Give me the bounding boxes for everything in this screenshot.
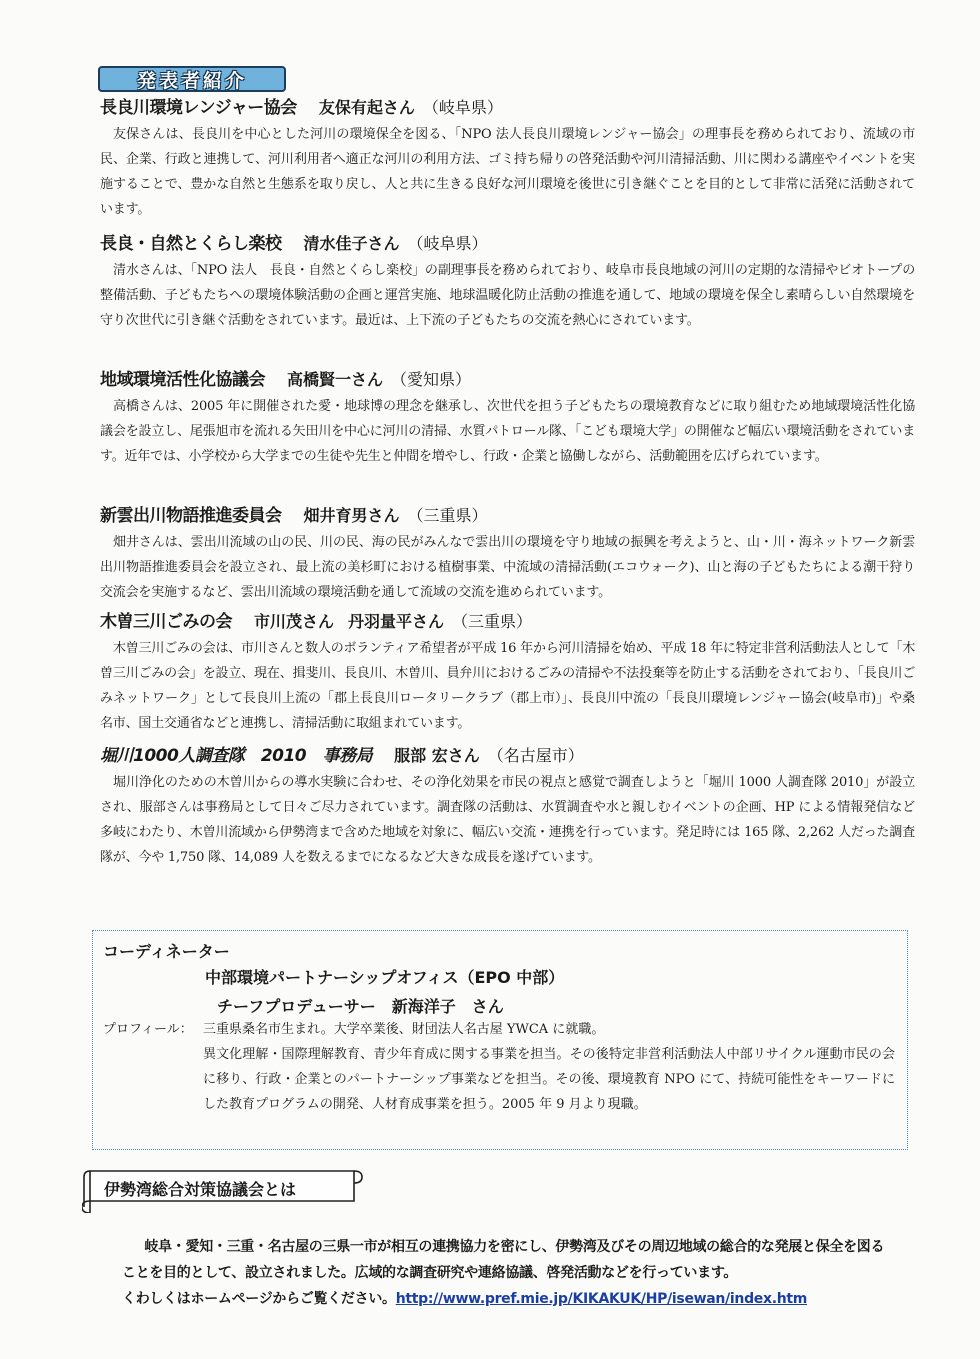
presenter-title	[100, 742, 915, 770]
coordinator-org: 中部環境パートナーシップオフィス（EPO 中部）	[205, 968, 565, 987]
presenter-entry	[100, 230, 915, 333]
presenter-prefecture: （三重県）	[407, 506, 488, 525]
presenter-org: 堀川1000人調査隊 2010 事務局	[100, 746, 373, 766]
presenter-prefecture: （岐阜県）	[407, 234, 488, 253]
presenter-description: 友保さんは、長良川を中心とした河川の環境保全を図る、「NPO 法人長良川環境レンジャー協会」の理事長を務められており、流域の市民、企業、行政と連携して、河川利用者へ適正な河川の利用方法、ゴミ持ち帰りの啓発活動や河川清掃活動、川に関わる講座やイベントを実施することで、豊かな自然と生態系を取り戻し、人と共に生きる良好な河川環境を後世に引き継ぐことを目的として非常に活発に活動されています。	[100, 127, 915, 217]
presenter-name: 丹羽量平さん	[348, 612, 445, 631]
presenter-name: 友保有起さん	[318, 98, 415, 117]
profile-label: プロフィール：	[103, 1022, 193, 1037]
section-heading-badge: 発表者紹介	[98, 66, 286, 92]
presenter-entry	[100, 608, 915, 736]
coordinator-name: 新海洋子 さん	[391, 997, 504, 1016]
about-text: 岐阜・愛知・三重・名古屋の三県一市が相互の連携協力を密にし、伊勢湾及びその周辺地域の総合的な発展と保全を図ることを目的として、設立されました。広域的な調査研究や連絡協議、啓発活動などを行っています。	[122, 1239, 885, 1281]
coordinator-box	[92, 930, 908, 1150]
profile-line: 異文化理解・国際理解教育、青少年育成に関する事業を担当。その後特定非営利活動法人中部リサイクル運動市民の会に移り、行政・企業とのパートナーシップ事業などを担当。その後、環境教育 NPO にて、持続可能性をキーワードにした教育プログラムの開発、人材育成事業を担う。2005 年 9 月より現職。	[203, 1047, 895, 1112]
presenter-prefecture: （愛知県）	[391, 370, 472, 389]
coordinator-role: チーフプロデューサー	[217, 997, 376, 1016]
presenter-org: 地域環境活性化協議会	[100, 370, 265, 390]
presenter-prefecture: （岐阜県）	[422, 98, 503, 117]
presenter-entry	[100, 742, 915, 870]
presenter-description: 畑井さんは、雲出川流域の山の民、川の民、海の民がみんなで雲出川の環境を守り地域の振興を考えようと、山・川・海ネットワーク新雲出川物語推進委員会を設立され、最上流の美杉町における植樹事業、中流域の清掃活動(エコウォーク)、山と海の子どもたちによる潮干狩り交流会を実施するなど、雲出川流域の環境活動を通して流域の交流を進められています。	[100, 535, 915, 600]
about-link-prompt: くわしくはホームページからご覧ください。	[122, 1291, 396, 1307]
coordinator-name-line	[217, 994, 504, 1017]
presenter-name: 市川茂さん	[254, 612, 335, 631]
about-title: 伊勢湾総合対策協議会とは	[104, 1180, 297, 1199]
presenter-org: 長良川環境レンジャー協会	[100, 98, 297, 118]
presenter-description: 高橋さんは、2005 年に開催された愛・地球博の理念を継承し、次世代を担う子どもたちの環境教育などに取り組むため地域環境活性化協議会を設立し、尾張旭市を流れる矢田川を中心に河川の清掃、水質パトロール隊、「こども環境大学」の開催など幅広い環境活動をされています。近年では、小学校から大学までの生徒や先生と仲間を増やし、行政・企業と協働しながら、活動範囲を広げられています。	[100, 399, 915, 464]
profile-line: 三重県桑名市生まれ。大学卒業後、財団法人名古屋 YWCA に就職。	[203, 1022, 605, 1037]
coordinator-profile	[203, 1017, 895, 1117]
homepage-link[interactable]: http://www.pref.mie.jp/KIKAKUK/HP/isewan/index.htm	[395, 1291, 808, 1307]
presenter-prefecture: （三重県）	[452, 612, 533, 631]
presenter-title	[100, 366, 915, 394]
about-section	[122, 1234, 892, 1312]
presenter-title	[100, 502, 915, 530]
presenter-title	[100, 94, 915, 122]
presenter-org: 新雲出川物語推進委員会	[100, 506, 282, 526]
about-link-line	[122, 1286, 892, 1312]
presenter-title	[100, 608, 915, 636]
presenter-name: 服部 宏さん	[394, 746, 480, 765]
presenter-entry	[100, 94, 915, 222]
presenter-description: 木曽三川ごみの会は、市川さんと数人のボランティア希望者が平成 16 年から河川清掃を始め、平成 18 年に特定非営利活動法人として「木曽三川ごみの会」を設立、現在、揖斐川、長良川、木曽川、員弁川におけるごみの清掃や不法投棄等を防止する活動をされており、「長良川ごみネットワーク」として長良川上流の「郡上長良川ロータリークラブ（郡上市）」、長良川中流の「長良川環境レンジャー協会(岐阜市)」や桑名市、国土交通省などと連携し、清掃活動に取組まれています。	[100, 641, 915, 731]
presenter-prefecture: （名古屋市）	[487, 746, 584, 765]
presenter-description: 清水さんは、「NPO 法人 長良・自然とくらし楽校」の副理事長を務められており、岐阜市長良地域の河川の定期的な清掃やビオトープの整備活動、子どもたちへの環境体験活動の企画と運営実施、地球温暖化防止活動の推進を通して、地域の環境を保全し素晴らしい自然環境を守り次世代に引き継ぐ活動をされています。最近は、上下流の子どもたちの交流を熱心にされています。	[100, 263, 915, 328]
presenter-entry	[100, 366, 915, 469]
presenter-org: 長良・自然とくらし楽校	[100, 234, 282, 254]
presenter-title	[100, 230, 915, 258]
presenter-name: 畑井育男さん	[303, 506, 400, 525]
about-title-banner	[82, 1163, 364, 1213]
presenter-name: 高橋賢一さん	[287, 370, 384, 389]
coordinator-label: コーディネーター	[103, 942, 230, 961]
presenter-description: 堀川浄化のための木曽川からの導水実験に合わせ、その浄化効果を市民の視点と感覚で調査しようと「堀川 1000 人調査隊 2010」が設立され、服部さんは事務局として日々ご尽力されています。調査隊の活動は、水質調査や水と親しむイベントの企画、HP による情報発信など多岐にわたり、木曽川流域から伊勢湾まで含めた地域を対象に、幅広い交流・連携を行っています。発足時には 165 隊、2,262 人だった調査隊が、今や 1,750 隊、14,089 人を数えるまでになるなど大きな成長を遂げています。	[100, 775, 915, 865]
presenter-org: 木曽三川ごみの会	[100, 612, 232, 632]
presenter-name: 清水佳子さん	[303, 234, 400, 253]
presenter-entry	[100, 502, 915, 605]
